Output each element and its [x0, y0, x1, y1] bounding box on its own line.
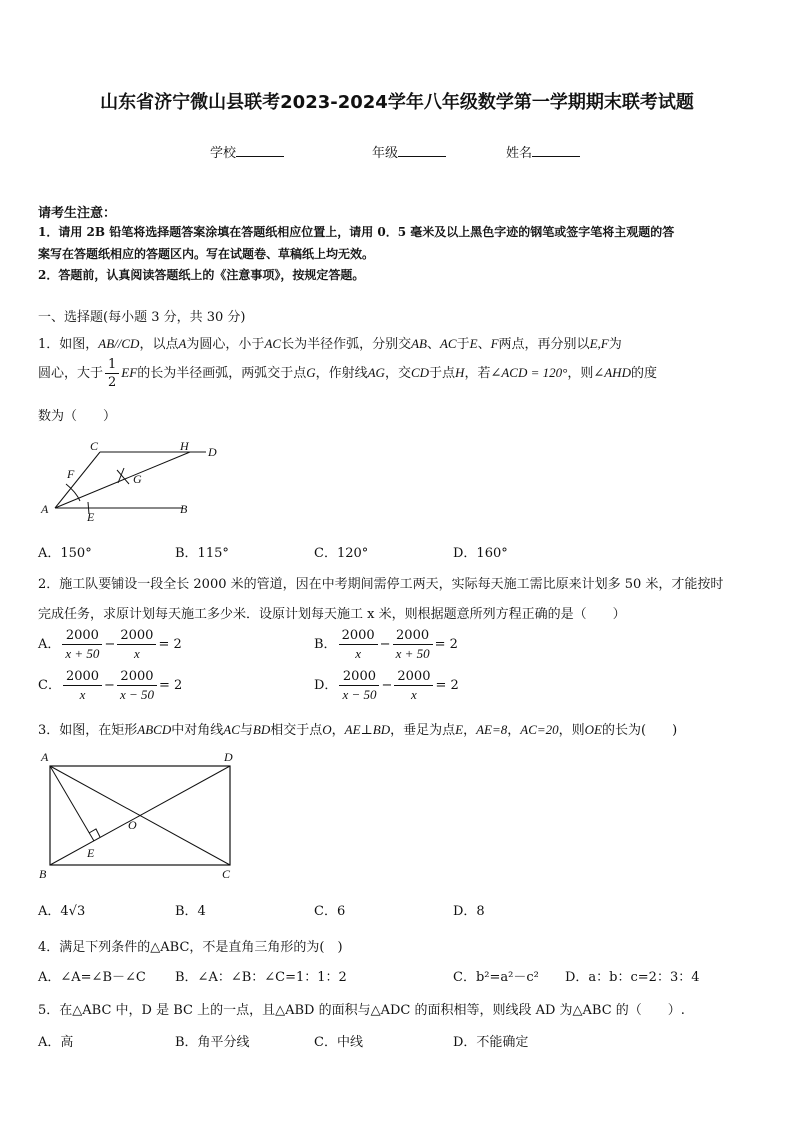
q3-text: ，: [507, 723, 521, 738]
page-title: 山东省济宁微山县联考2023-2024学年八年级数学第一学期期末联考试题: [100, 92, 694, 113]
fraction-denominator: x: [411, 687, 417, 702]
fraction-denominator: x − 50: [342, 687, 377, 702]
question-4-stem: 4．满足下列条件的△ABC，不是直角三角形的为( ): [38, 940, 343, 955]
q3-option-a[interactable]: A．4√3: [38, 904, 86, 919]
q5-option-d[interactable]: D．不能确定: [453, 1035, 529, 1050]
option-label: D．: [314, 678, 338, 693]
label-o: O: [128, 818, 137, 832]
notice-item-1-line-2: 案写在答题纸相应的答题区内。写在试题卷、草稿纸上均无效。: [38, 247, 375, 261]
q1-option-c[interactable]: C．120°: [314, 546, 369, 561]
question-5-stem: 5．在△ABC 中，D 是 BC 上的一点，且△ABD 的面积与△ADC 的面积相等，则线段 AD 为△ABC 的（ ）.: [38, 1003, 685, 1018]
q1-text: ，作射线: [315, 366, 368, 381]
option-label: C．: [38, 678, 61, 693]
q4-option-b[interactable]: B．∠A：∠B：∠C=1：1：2: [175, 970, 347, 985]
equation-rhs: = 2: [435, 678, 459, 693]
question-1-line-2: [38, 358, 657, 389]
label-b: B: [39, 867, 47, 881]
q1-math: F: [490, 336, 499, 351]
q1-math: AC: [264, 336, 282, 351]
q1-figure: [38, 436, 228, 526]
equation-rhs: = 2: [159, 678, 183, 693]
q3-text: ，: [463, 723, 477, 738]
label-a: A: [41, 502, 49, 516]
q1-math: CD: [410, 365, 430, 380]
name-label: 姓名: [506, 146, 533, 161]
q1-math: ∠ACD = 120°: [490, 365, 568, 380]
section-heading: 一、选择题(每小题 3 分，共 30 分): [38, 310, 246, 325]
fraction-numerator: 2000: [117, 629, 156, 645]
question-3-stem: [38, 719, 677, 738]
q5-option-c[interactable]: C．中线: [314, 1035, 363, 1050]
q1-text: 1．如图，: [38, 337, 99, 352]
fraction-denominator: 2: [108, 375, 117, 390]
fraction-numerator: 2000: [339, 670, 379, 686]
notice-item-1-line-1: 1．请用 2B 铅笔将选择题答案涂填在答题纸相应位置上，请用 0．5 毫米及以上黑色字迹的钢笔或签字笔将主观题的答: [38, 225, 675, 239]
q3-text: 相交于点: [270, 723, 323, 738]
equation-rhs: = 2: [434, 637, 458, 652]
q3-option-c[interactable]: C．6: [314, 904, 346, 919]
q5-option-a[interactable]: A．高: [38, 1035, 74, 1050]
q1-text: 、: [477, 337, 491, 352]
fraction-numerator: 2000: [62, 629, 102, 645]
q2-option-b[interactable]: [314, 629, 458, 660]
option-label: B．: [314, 637, 337, 652]
q1-text: 、: [426, 337, 440, 352]
ray-ag: [55, 452, 190, 508]
label-d: D: [208, 445, 217, 459]
label-c: C: [90, 439, 99, 453]
question-2-line-2: 完成任务，求原计划每天施工多少米．设原计划每天施工 x 米，则根据题意所列方程正确的是（ ）: [38, 607, 626, 622]
label-e: E: [87, 846, 95, 860]
label-a: A: [41, 750, 49, 764]
label-g: G: [133, 472, 142, 486]
q1-math: E: [469, 336, 478, 351]
q2-option-c[interactable]: [38, 670, 182, 701]
fraction-denominator: x: [134, 646, 140, 661]
school-label: 学校: [210, 146, 237, 161]
fraction-denominator: x + 50: [395, 646, 430, 661]
q2-option-d[interactable]: [314, 670, 459, 701]
q3-math: ABCD: [137, 722, 172, 737]
grade-blank: [398, 144, 446, 157]
q3-text: ，则: [558, 723, 585, 738]
q4-option-a[interactable]: A．∠A=∠B－∠C: [38, 970, 146, 985]
q3-figure: [36, 746, 246, 886]
q5-option-b[interactable]: B．角平分线: [175, 1035, 250, 1050]
minus-sign: −: [104, 678, 115, 693]
q1-text: 的度: [630, 366, 657, 381]
q1-text: ，若: [464, 366, 491, 381]
fraction-denominator: x + 50: [65, 646, 100, 661]
school-blank: [236, 144, 284, 157]
q1-text: 于点: [429, 366, 456, 381]
fraction-numerator: 2000: [117, 670, 157, 686]
q3-math: AE⊥BD: [344, 722, 391, 737]
fraction-denominator: x: [355, 646, 361, 661]
q3-math: OE: [584, 722, 602, 737]
q1-math: G: [306, 365, 316, 380]
q1-text: 为圆心，小于: [186, 337, 265, 352]
q1-text: 为: [608, 337, 622, 352]
q2-option-a[interactable]: [38, 629, 182, 660]
q3-math: E: [455, 722, 464, 737]
minus-sign: −: [381, 678, 393, 693]
q1-text: ，以点: [139, 337, 179, 352]
fraction-denominator: x − 50: [119, 687, 154, 702]
label-b: B: [180, 502, 188, 516]
q3-text: 的长为( ): [602, 723, 678, 738]
notice-heading: 请考生注意：: [38, 206, 117, 221]
equation-rhs: = 2: [158, 637, 182, 652]
label-d: D: [224, 750, 233, 764]
q1-math: AB: [411, 336, 427, 351]
q3-text: 中对角线: [171, 723, 224, 738]
name-blank: [532, 144, 580, 157]
q3-text: 与: [239, 723, 253, 738]
fraction-numerator: 2000: [394, 670, 433, 686]
q1-math: AC: [439, 336, 457, 351]
name-field: [506, 142, 580, 161]
q1-option-d[interactable]: D．160°: [453, 546, 508, 561]
segment-ae: [50, 766, 94, 841]
q3-math: AE=8: [476, 722, 508, 737]
label-e: E: [87, 510, 95, 524]
q3-math: O: [322, 722, 332, 737]
q1-math: A: [178, 336, 187, 351]
q3-text: 3．如图，在矩形: [38, 723, 138, 738]
q3-math: AC: [223, 722, 240, 737]
segment-ac: [55, 452, 100, 508]
q1-math: ∠AHD: [593, 365, 631, 380]
q3-math: BD: [252, 722, 271, 737]
q1-math: H: [455, 365, 465, 380]
q1-math: EF: [121, 365, 138, 380]
q1-text: 的长为半径画弧，两弧交于点: [137, 366, 307, 381]
q4-option-c[interactable]: C．b²=a²－c²: [453, 970, 539, 985]
label-f: F: [67, 467, 75, 481]
minus-sign: −: [104, 637, 116, 652]
fraction-denominator: x: [79, 687, 86, 702]
q1-text: 两点，再分别以: [498, 337, 590, 352]
q3-math: AC=20: [520, 722, 559, 737]
q3-text: ，: [331, 723, 345, 738]
fraction-numerator: 1: [105, 358, 119, 374]
school-field: [210, 142, 284, 161]
q1-text: ，则: [567, 366, 594, 381]
q4-option-d[interactable]: D．a：b：c=2：3：4: [565, 970, 700, 985]
q1-option-a[interactable]: A．150°: [38, 546, 92, 561]
q1-math: AB//CD: [98, 336, 140, 351]
q1-text: 于: [456, 337, 470, 352]
q3-option-b[interactable]: B．4: [175, 904, 206, 919]
question-1-line-3: 数为（ ）: [38, 409, 117, 424]
grade-label: 年级: [372, 146, 399, 161]
q3-text: ，垂足为点: [390, 723, 456, 738]
q1-text: 圆心，大于: [38, 366, 104, 381]
grade-field: [372, 142, 446, 161]
half-fraction: [105, 358, 119, 389]
question-1-line-1: [38, 333, 622, 352]
option-label: A．: [38, 637, 61, 652]
q1-option-b[interactable]: B．115°: [175, 546, 229, 561]
question-2-line-1: 2．施工队要铺设一段全长 2000 米的管道，因在中考期间需停工两天，实际每天施工需比原来计划多 50 米，才能按时: [38, 577, 724, 592]
q3-option-d[interactable]: D．8: [453, 904, 485, 919]
q1-math: E,F: [589, 336, 609, 351]
q1-text: 长为半径作弧，分别交: [281, 337, 412, 352]
fraction-numerator: 2000: [63, 670, 102, 686]
label-h: H: [180, 439, 189, 453]
label-c: C: [222, 867, 231, 881]
q1-text: ，交: [384, 366, 411, 381]
q1-math: AG: [367, 365, 385, 380]
minus-sign: −: [379, 637, 391, 652]
notice-item-2: 2．答题前，认真阅读答题纸上的《注意事项》，按规定答题。: [38, 268, 365, 282]
fraction-numerator: 2000: [339, 629, 378, 645]
fraction-numerator: 2000: [393, 629, 433, 645]
